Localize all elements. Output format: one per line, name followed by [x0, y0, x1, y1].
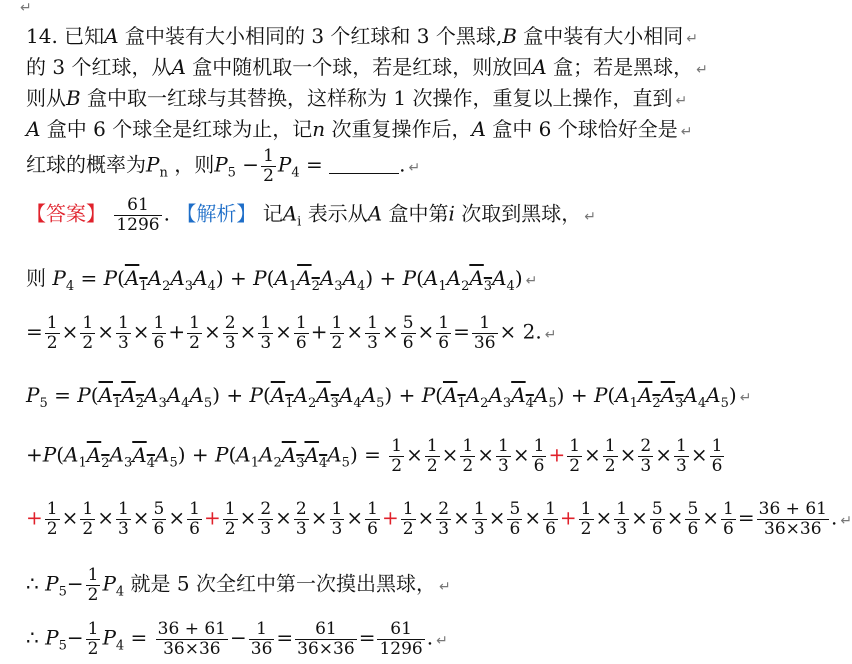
problem-line-3: 则从B 盒中取一红球与其替换，这样称为 1 次操作，重复以上操作，直到 ↵ — [26, 86, 688, 110]
p5-line-2: $+P(A_1A_2A_3A_4A_5) + P(A_1A_2A_3A_4A_5)$ = $\frac{1}{2}$ × $\frac{1}{2}$ × $\frac{1}{2}$ × $\frac{1}{3}$ × $\frac{1}{6}$ + $\frac{1}{2}$ × $\frac{1}{2}$ × $\frac{2}{3}$ × $\frac{1}{3}$ × $\frac{1}{6}$ — [26, 436, 723, 476]
p4-expansion: 则 $P_4 = P(A_1A_2A_3A_4) + P(A_1A_2A_3A_4) + P(A_1A_2A_3A_4)$ ↵ — [26, 266, 538, 294]
conclusion-line: ∴ $P_5-$ $\frac{1}{2}$ $P_4$ 就是 5 次全红中第一次摸出黑球， ↵ — [26, 565, 451, 605]
problem-line-1: 14. 已知A 盒中装有大小相同的 3 个红球和 3 个黑球,B 盒中装有大小相同 ↵ — [26, 24, 699, 48]
problem-line-5: 红球的概率为$P_n$ ，则$P_5$ − $\frac{1}{2}$ $P_4$ = . ↵ — [26, 146, 421, 186]
analysis-label: 【解析】 — [176, 201, 257, 226]
answer-blank — [329, 173, 399, 174]
answer-label: 【答案】 — [26, 201, 106, 226]
problem-line-4: A 盒中 6 个球全是红球为止，记n 次重复操作后，A 盒中 6 个球恰好全是 ↵ — [26, 117, 693, 141]
p4-value: = $\frac{1}{2}$ × $\frac{1}{2}$ × $\frac{1}{3}$ × $\frac{1}{6}$ + $\frac{1}{2}$ × $\frac{2}{3}$ × $\frac{1}{3}$ × $\frac{1}{6}$ + $\frac{1}{2}$ × $\frac{1}{3}$ × $\frac{5}{6}$ × $\frac{1}{6}$ = $\frac{1}{36}$ × 2. ↵ — [26, 313, 557, 353]
answer-line: 【答案】 $\frac{61}{1296}$ . 【解析】 记$A_i$ 表示从A 盒中第i 次取到黑球， ↵ — [26, 195, 596, 235]
final-line: ∴ $P_5-$ $\frac{1}{2}$ $P_4$ = $\frac{36 + 61}{36\times 36}$ − $\frac{1}{36}$ = $\frac{61}{36\times 36}$ = $\frac{61}{1296}$ . ↵ — [26, 619, 448, 659]
p5-line-3: + $\frac{1}{2}$ × $\frac{1}{2}$ × $\frac{1}{3}$ × $\frac{5}{6}$ × $\frac{1}{6}$ + $\frac{1}{2}$ × $\frac{2}{3}$ × $\frac{2}{3}$ × $\frac{1}{3}$ × $\frac{1}{6}$ + $\frac{1}{2}$ × $\frac{2}{3}$ × $\frac{1}{3}$ × $\frac{5}{6}$ × $\frac{1}{6}$ + $\frac{1}{2}$ × $\frac{1}{3}$ × $\frac{5}{6}$ × $\frac{5}{6}$ × $\frac{1}{6}$ = $\frac{36 + 61}{36\times 36}$ . ↵ — [26, 499, 852, 539]
p5-expansion: $P_5 = P(A_1A_2A_3A_4A_5) + P(A_1A_2A_3A_4A_5) + P(A_1A_2A_3A_4A_5) + P(A_1A_2A_3A_4A_5)$ ↵ — [26, 383, 752, 411]
return-mark: ↵ — [20, 0, 32, 16]
problem-number: 14. — [26, 24, 58, 48]
problem-line-2: 的 3 个红球，从A 盒中随机取一个球，若是红球，则放回A 盒；若是黑球， ↵ — [26, 55, 708, 79]
